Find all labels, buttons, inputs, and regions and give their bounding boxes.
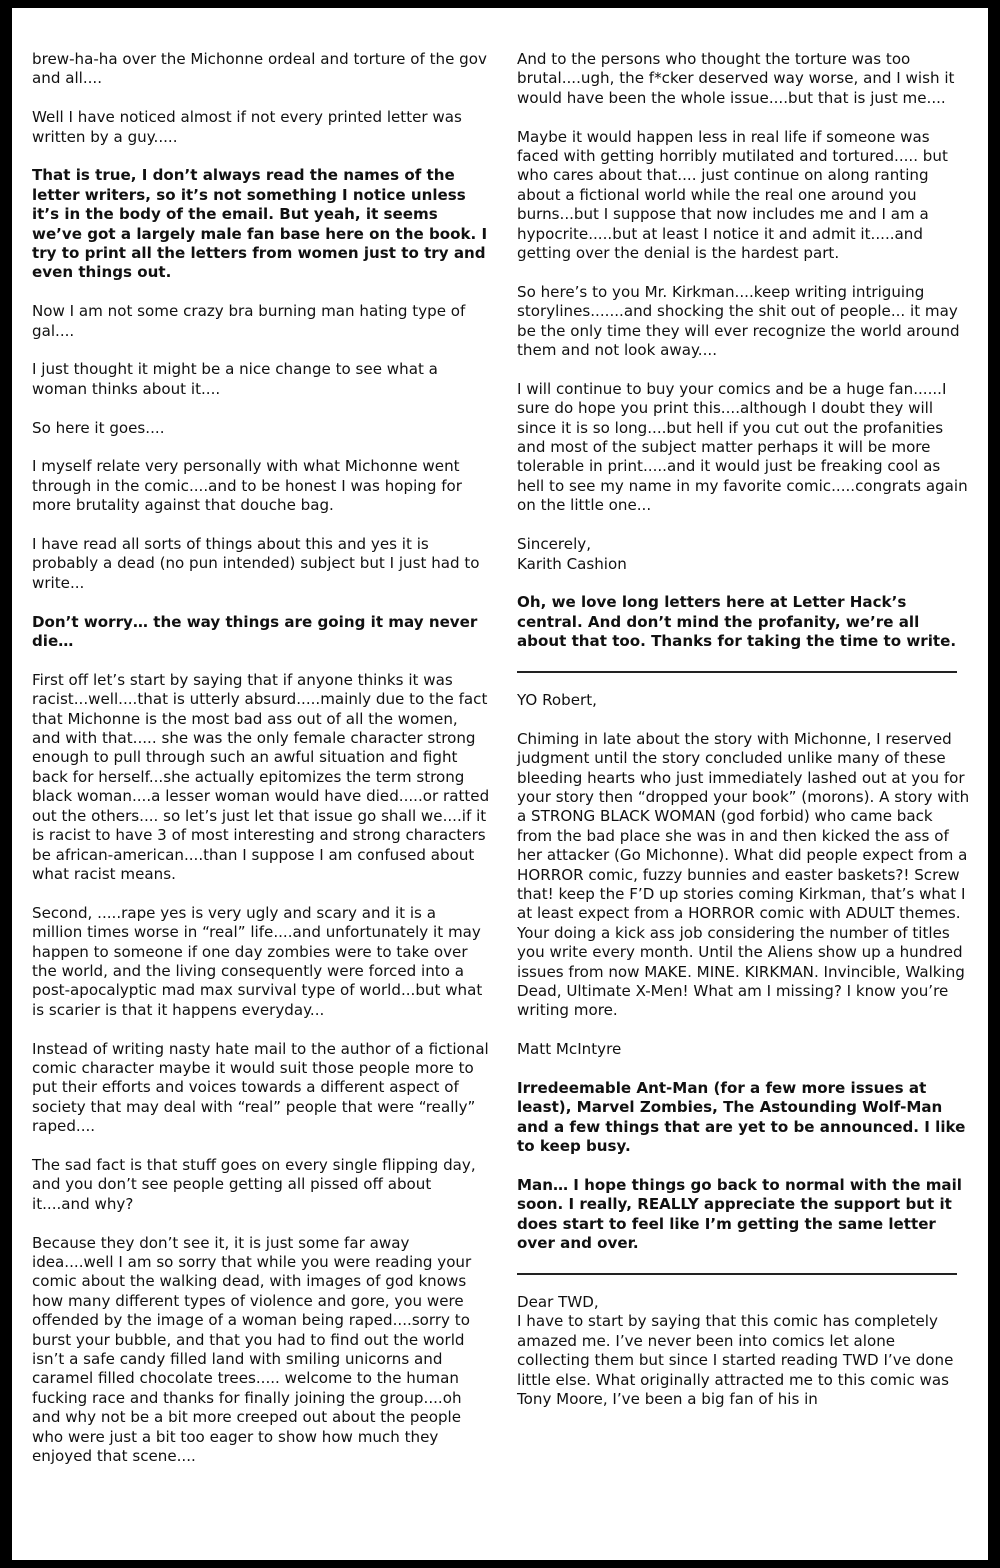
- left-letter-paragraph: Instead of writing nasty hate mail to the author of a fictional comic character maybe it would suit those people more to put their efforts and voices towards a different aspect of society that may deal with “real” people that were “really” raped....: [32, 1039, 489, 1136]
- right-editor-reply: Man… I hope things go back to normal with the mail soon. I really, REALLY appreciate the support but it does start to feel like I’m getting the same letter over and over.: [517, 1176, 962, 1253]
- right-letter-paragraph: And to the persons who thought the torture was too brutal....ugh, the f*cker deserved way worse, and I wish it would have been the whole issue....but that is just me....: [517, 50, 955, 107]
- left-letter-paragraph: The sad fact is that stuff goes on every single flipping day, and you don’t see people getting all pissed off about it....and why?: [32, 1155, 476, 1213]
- right-editor-reply: Oh, we love long letters here at Letter Hack’s central. And don’t mind the profanity, we’re all about that too. Thanks for taking the time to write.: [517, 593, 957, 651]
- letters-page: [12, 8, 988, 1560]
- left-column: [32, 50, 490, 1486]
- left-letter-paragraph: Well I have noticed almost if not every printed letter was written by a guy.....: [32, 108, 462, 146]
- right-letter-paragraph: Matt McIntyre: [517, 1040, 622, 1059]
- right-column: [517, 50, 972, 1429]
- divider-rule: [517, 671, 957, 673]
- right-letter-paragraph: I will continue to buy your comics and be a huge fan......I sure do hope you print this....although I doubt they will since it is so long....but hell if you cut out the profanities and most of the subject matter perhaps it will be more tolerable in print.....and it would just be freaking cool as hell to see my name in my favorite comic.....congrats again on the little one...: [517, 379, 968, 515]
- left-letter-paragraph: First off let’s start by saying that if anyone thinks it was racist...well....that is utterly absurd.....mainly due to the fact that Michonne is the most bad ass out of all the women, and with that..... she was the only female character strong enough to pull through such an awful situation and fight back for herself...she actually epitomizes the term strong black woman....a lesser woman would have died.....or ratted out the others.... so let’s just let that issue go shall we....if it is racist to have 3 of most interesting and strong characters be african-american....than I suppose I am confused about what racist means.: [32, 670, 490, 883]
- left-letter-paragraph: I just thought it might be a nice change to see what a woman thinks about it....: [32, 360, 438, 398]
- left-letter-paragraph: brew-ha-ha over the Michonne ordeal and torture of the gov and all....: [32, 50, 487, 88]
- left-letter-paragraph: Second, .....rape yes is very ugly and scary and it is a million times worse in “real” life....and unfortunately it may happen to someone if one day zombies were to take over the world, and the living consequently were forced into a post-apocalyptic mad max survival type of world...but what is scarier is that it happens everyday...: [32, 903, 483, 1019]
- right-letter-paragraph: Sincerely, Karith Cashion: [517, 535, 627, 573]
- right-letter-paragraph: So here’s to you Mr. Kirkman....keep writing intriguing storylines.......and shocking the shit out of people... it may be the only time they will ever recognize the world around them and not look away....: [517, 282, 960, 360]
- right-letter-paragraph: Dear TWD, I have to start by saying that this comic has completely amazed me. I’ve never been into comics let alone collecting them but since I started reading TWD I’ve done little else. What originally attracted me to this comic was Tony Moore, I’ve been a big fan of his in: [517, 1293, 954, 1409]
- right-letter-paragraph: Chiming in late about the story with Michonne, I reserved judgment until the story concluded unlike many of these bleeding hearts who just immediately lashed out at you for your story then “dropped your book” (morons). A story with a STRONG BLACK WOMAN (god forbid) who came back from the bad place she was in and then kicked the ass of her attacker (Go Michonne). What did people expect from a HORROR comic, fuzzy bunnies and easter baskets?! Screw that! keep the F’D up stories coming Kirkman, that’s what I at least expect from a HORROR comic with ADULT themes. Your doing a kick ass job considering the number of titles you write every month. Until the Aliens show up a hundred issues from now MAKE. MINE. KIRKMAN. Invincible, Walking Dead, Ultimate X-Men! What am I missing? I know you’re writing more.: [517, 729, 970, 1020]
- right-editor-reply: Irredeemable Ant-Man (for a few more issues at least), Marvel Zombies, The Astounding Wolf-Man and a few things that are yet to be announced. I like to keep busy.: [517, 1078, 966, 1156]
- left-letter-paragraph: So here it goes....: [32, 418, 165, 437]
- left-editor-reply: That is true, I don’t always read the names of the letter writers, so it’s not something I notice unless it’s in the body of the email. But yeah, it seems we’ve got a largely male fan base here on the book. I try to print all the letters from women just to try and even things out.: [32, 166, 488, 282]
- right-letter-paragraph: YO Robert,: [517, 690, 597, 709]
- left-letter-paragraph: I have read all sorts of things about this and yes it is probably a dead (no pun intended) subject but I just had to write...: [32, 535, 480, 592]
- left-letter-paragraph: Now I am not some crazy bra burning man hating type of gal....: [32, 302, 466, 340]
- right-letter-paragraph: Maybe it would happen less in real life if someone was faced with getting horribly mutilated and tortured..... but who cares about that.... just continue on along ranting about a fictional world while the real one around you burns...but I suppose that now includes me and I am a hypocrite.....but at least I notice it and admit it.....and getting over the denial is the hardest part.: [517, 127, 948, 263]
- divider-rule: [517, 1273, 957, 1275]
- left-letter-paragraph: I myself relate very personally with what Michonne went through in the comic....and to be honest I was hoping for more brutality against that douche bag.: [32, 457, 462, 515]
- left-letter-paragraph: Because they don’t see it, it is just some far away idea....well I am so sorry that while you were reading your comic about the walking dead, with images of god knows how many different types of violence and gore, you were offended by the image of a woman being raped....sorry to burst your bubble, and that you had to find out the world isn’t a safe candy filled land with smiling unicorns and caramel filled chocolate trees..... welcome to the human fucking race and thanks for finally joining the group....oh and why not be a bit more creeped out about the people who were just a bit too eager to show how much they enjoyed that scene....: [32, 1233, 472, 1466]
- left-editor-reply: Don’t worry… the way things are going it may never die…: [32, 612, 478, 651]
